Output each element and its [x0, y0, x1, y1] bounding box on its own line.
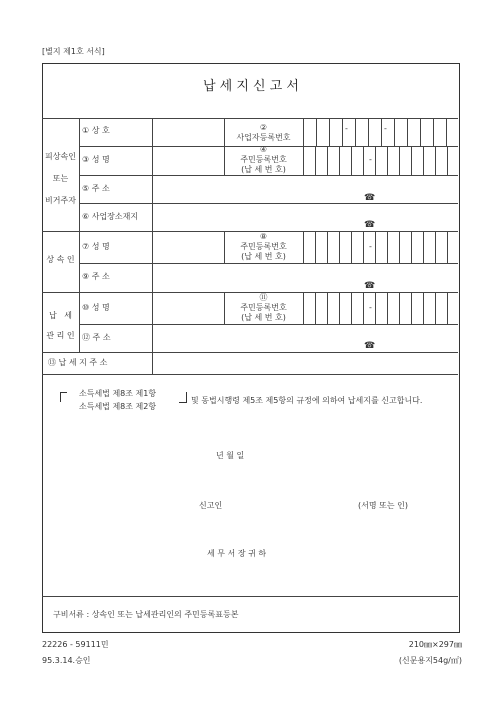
phone-icon: ☎	[364, 220, 376, 230]
label-heir-name: ⑦ 성 명	[82, 242, 110, 251]
bracket-open-icon	[60, 392, 67, 402]
dash: -	[369, 155, 372, 164]
dash: -	[369, 242, 372, 251]
phone-icon: ☎	[364, 281, 376, 291]
business-number-cells[interactable]	[303, 118, 458, 146]
label-manager-name: ⑩ 성 명	[82, 303, 110, 312]
label-taxpayer-address: ⑤ 주 소	[82, 184, 110, 193]
label-taxpayer-name: ③ 성 명	[82, 155, 110, 164]
bracket-close-icon	[179, 392, 187, 403]
dash: -	[369, 303, 372, 312]
section-manager: 납 세 관 리 인	[46, 311, 75, 340]
label-business-number: ② 사업자등록번호	[236, 123, 291, 142]
taxpayer-id-cells[interactable]	[303, 146, 458, 175]
label-business-location: ⑥ 사업장소재지	[82, 212, 139, 221]
heir-id-cells[interactable]	[303, 231, 458, 263]
phone-icon: ☎	[364, 341, 376, 351]
paper-type: (신문용지54g/㎡)	[398, 656, 462, 665]
law-option-2[interactable]: 소득세법 제8조 제2항	[79, 402, 157, 411]
date-line[interactable]: 년 월 일	[216, 451, 245, 460]
law-option-1[interactable]: 소득세법 제8조 제1항	[79, 389, 157, 398]
label-manager-address: ⑫ 주 소	[82, 333, 111, 342]
tax-office-label: 세 무 서 장 귀 하	[207, 549, 267, 558]
attachments-label: 구비서류 : 상속인 또는 납세관리인의 주민등록표등본	[53, 610, 239, 619]
dash: -	[345, 124, 348, 133]
section-heir: 상 속 인	[46, 255, 75, 264]
manager-id-cells[interactable]	[303, 292, 458, 324]
dash: -	[384, 124, 387, 133]
phone-icon: ☎	[364, 193, 376, 203]
section-taxpayer: 피상속인 또는 비거주자	[45, 152, 76, 205]
label-heir-address: ⑨ 주 소	[82, 272, 110, 281]
form-title: 납 세 지 신 고 서	[202, 79, 299, 94]
signature-label[interactable]: (서명 또는 인)	[358, 501, 408, 510]
form-number-label: [별지 제1호 서식]	[42, 47, 105, 56]
label-tax-address: ⑬ 납 세 지 주 소	[48, 358, 108, 367]
declaration-text: 및 동법시행령 제5조 제5항의 규정에 의하여 납세지를 신고합니다.	[191, 396, 423, 405]
label-business-name: ① 상 호	[82, 126, 110, 135]
approval-date: 95.3.14.승인	[42, 656, 91, 665]
label-manager-id: ⑪ 주민등록번호 (납 세 번 호)	[240, 293, 287, 322]
form-code: 22226 - 59111민	[42, 640, 109, 649]
label-taxpayer-id: ④ 주민등록번호 (납 세 번 호)	[240, 145, 287, 174]
reporter-label: 신고인	[199, 501, 223, 510]
label-heir-id: ⑧ 주민등록번호 (납 세 번 호)	[240, 232, 287, 261]
paper-size: 210㎜×297㎜	[408, 640, 462, 649]
